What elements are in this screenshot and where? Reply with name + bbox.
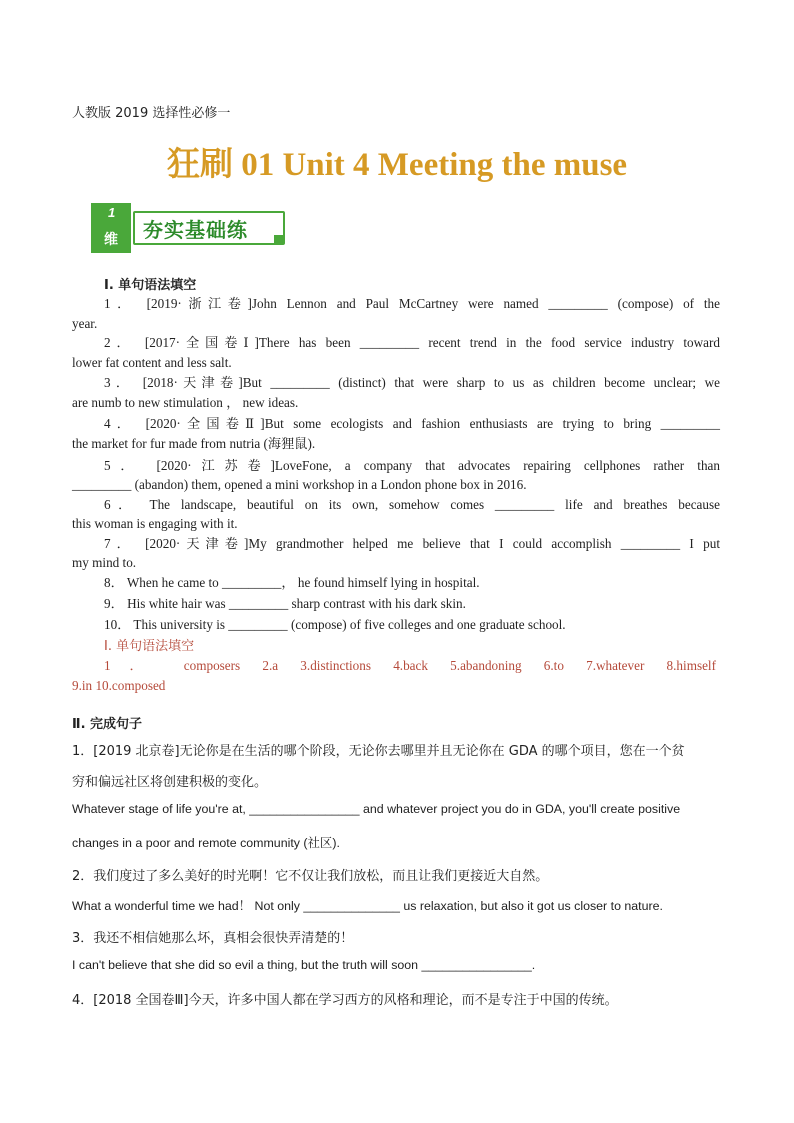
exercise-line: 10． This university is _________ (compose) of five colleges and one graduate school.	[104, 617, 566, 632]
banner-tail-decoration	[274, 235, 284, 243]
page-title: 狂刷 01 Unit 4 Meeting the muse	[166, 147, 628, 183]
section2-heading: Ⅱ. 完成句子	[72, 717, 143, 732]
exercise-line: 4．[2018 全国卷Ⅲ]今天，许多中国人都在学习西方的风格和理论，而不是专注于中国的传统。	[72, 993, 618, 1008]
exercise-line: 3． [2018·天津卷]But _________ (distinct) that were sharp to us as children become unclear; we	[104, 375, 720, 390]
exercise-line: 2． [2017·全国卷Ⅰ]There has been _________ recent trend in the food service industry toward	[104, 335, 720, 350]
exercise-line: I can't believe that she did so evil a thing, but the truth will soon ________________.	[72, 958, 536, 972]
level-badge-number: 1	[108, 205, 116, 220]
exercise-line: changes in a poor and remote community (社区).	[72, 836, 340, 850]
document-header: 人教版 2019 选择性必修一	[72, 106, 231, 121]
answers-line: 1． composers 2.a 3.distinctions 4.back 5.abandoning 6.to 7.whatever 8.himself	[104, 658, 716, 673]
exercise-line: Whatever stage of life you're at, ________________ and whatever project you do in GDA, you'll create positive	[72, 802, 681, 816]
exercise-line: year.	[72, 316, 98, 331]
exercise-line: 1． [2019·浙江卷]John Lennon and Paul McCartney were named _________ (compose) of the	[104, 296, 720, 311]
exercise-line: 9． His white hair was _________ sharp contrast with his dark skin.	[104, 596, 466, 611]
exercise-line: 2．我们度过了多么美好的时光啊！它不仅让我们放松，而且让我们更接近大自然。	[72, 869, 549, 884]
exercise-line: 5． [2020·江苏卷]LoveFone, a company that advocates repairing cellphones rather than	[104, 458, 720, 473]
exercise-line: What a wonderful time we had！ Not only ______________ us relaxation, but also it got us closer to nature.	[72, 899, 663, 913]
exercise-line: 3．我还不相信她那么坏，真相会很快弄清楚的！	[72, 931, 354, 946]
exercise-line: are numb to new stimulation ， new ideas.	[72, 395, 299, 410]
exercise-line: this woman is engaging with it.	[72, 516, 238, 531]
exercise-line: my mind to.	[72, 555, 137, 570]
level-badge-unit: 维	[104, 232, 118, 248]
section1-heading: Ⅰ. 单句语法填空	[104, 278, 197, 293]
exercise-line: 8． When he came to _________， he found himself lying in hospital.	[104, 575, 480, 590]
answers-heading: Ⅰ. 单句语法填空	[104, 639, 195, 654]
exercise-line: 6． The landscape, beautiful on its own, somehow comes _________ life and breathes because	[104, 497, 720, 512]
exercise-line: lower fat content and less salt.	[72, 355, 232, 370]
answers-line: 9.in 10.composed	[72, 678, 166, 693]
exercise-line: 4． [2020·全国卷Ⅱ]But some ecologists and fashion enthusiasts are trying to bring _________	[104, 416, 720, 431]
exercise-line: 穷和偏远社区将创建积极的变化。	[72, 775, 268, 790]
section-banner-label: 夯实基础练	[143, 218, 248, 242]
exercise-line: _________ (abandon) them, opened a mini workshop in a London phone box in 2016.	[72, 477, 527, 492]
exercise-line: the market for fur made from nutria (海狸鼠).	[72, 436, 316, 451]
exercise-line: 1．[2019 北京卷]无论你是在生活的哪个阶段，无论你去哪里并且无论你在 GDA 的哪个项目，您在一个贫	[72, 744, 685, 759]
exercise-line: 7． [2020·天津卷]My grandmother helped me believe that I could accomplish _________ I put	[104, 536, 720, 551]
